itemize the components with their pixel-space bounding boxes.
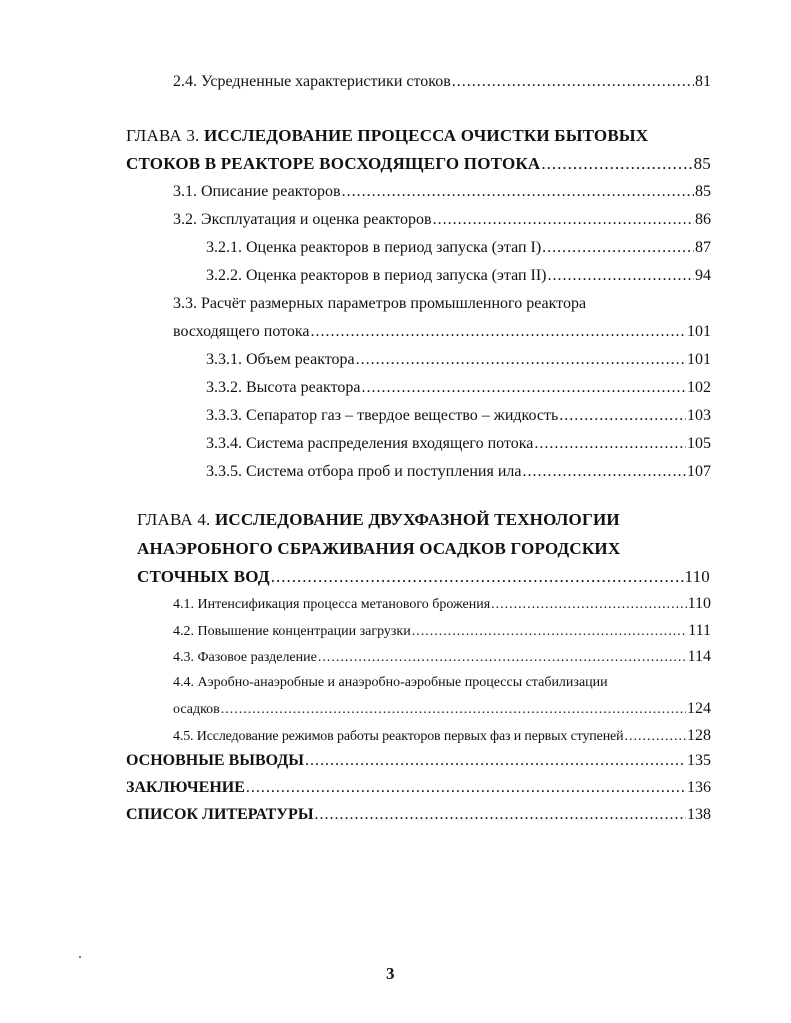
toc-entry-3-3-5 [206,462,711,482]
toc-entry-page: 110 [687,595,711,612]
toc-entry-page: 124 [687,700,711,717]
toc-entry-page: 138 [687,806,711,823]
leader-dots [246,778,686,798]
toc-entry-text: ОСНОВНЫЕ ВЫВОДЫ [126,752,305,769]
toc-entry-text: 4.2. Повышение концентрации загрузки [173,624,411,639]
toc-entry-conclusions [126,751,711,771]
leader-dots [522,462,686,482]
toc-entry-3-2 [173,210,711,230]
toc-entry-3-3-1 [206,350,711,370]
toc-entry-2-4 [173,72,711,92]
toc-entry-references [126,805,711,825]
leader-dots [221,700,686,720]
leader-dots [361,378,686,398]
chapter-4-title-part-3: СТОЧНЫХ ВОД [137,567,270,586]
toc-entry-text: 3.3.2. Высота реактора [206,379,361,396]
toc-entry-3-3-line-2 [173,322,711,342]
leader-dots [624,727,686,747]
toc-entry-page: 110 [684,567,710,586]
leader-dots [342,182,694,202]
toc-entry-3-3-line-1: 3.3. Расчёт размерных параметров промышленного реактора [173,295,587,312]
leader-dots [534,434,686,454]
leader-dots [548,266,695,286]
toc-entry-text: 3.2.1. Оценка реакторов в период запуска (этап I) [206,239,542,256]
leader-dots [452,72,694,92]
toc-entry-page: 101 [687,323,711,340]
leader-dots [491,595,686,615]
toc-entry-3-1 [173,182,711,202]
toc-entry-3-3-3 [206,406,711,426]
toc-entry-page: 86 [695,211,711,228]
toc-entry-text: 3.3.5. Система отбора проб и поступления ила [206,463,522,480]
chapter-4-heading-line-1 [137,510,620,530]
toc-entry-summary [126,778,711,798]
chapter-4-label: ГЛАВА 4. [137,510,215,529]
toc-entry-3-2-1 [206,238,711,258]
toc-entry-page: 94 [695,267,711,284]
toc-entry-page: 111 [688,622,711,639]
toc-entry-text: 2.4. Усредненные характеристики стоков [173,73,451,90]
toc-entry-4-3 [173,647,711,668]
leader-dots [305,751,686,771]
chapter-3-heading-line-1 [126,126,648,146]
leader-dots [542,238,694,258]
leader-dots [541,154,692,174]
leader-dots [271,567,684,587]
toc-entry-text: СПИСОК ЛИТЕРАТУРЫ [126,806,314,823]
toc-entry-4-1 [173,594,711,615]
toc-entry-page: 81 [695,73,711,90]
toc-entry-text: 3.1. Описание реакторов [173,183,341,200]
toc-entry-text: 3.2. Эксплуатация и оценка реакторов [173,211,432,228]
leader-dots [559,406,686,426]
toc-entry-3-3-2 [206,378,711,398]
leader-dots [311,322,686,342]
leader-dots [356,350,686,370]
leader-dots [433,210,694,230]
toc-entry-page: 102 [687,379,711,396]
chapter-3-title-part-2: СТОКОВ В РЕАКТОРЕ ВОСХОДЯЩЕГО ПОТОКА [126,154,541,173]
toc-entry-page: 114 [687,648,711,665]
chapter-4-heading-line-3 [137,567,710,587]
chapter-4-heading-line-2: АНАЭРОБНОГО СБРАЖИВАНИЯ ОСАДКОВ ГОРОДСКИХ [137,539,621,558]
toc-entry-text: восходящего потока [173,323,310,340]
toc-entry-text: 4.3. Фазовое разделение [173,650,317,665]
toc-entry-3-2-2 [206,266,711,286]
toc-entry-page: 135 [687,752,711,769]
chapter-3-title-part-1: ИССЛЕДОВАНИЕ ПРОЦЕССА ОЧИСТКИ БЫТОВЫХ [203,126,649,145]
toc-entry-text: 3.3.4. Система распределения входящего потока [206,435,534,452]
toc-entry-text: осадков [173,702,220,717]
toc-entry-text: ЗАКЛЮЧЕНИЕ [126,779,245,796]
toc-entry-page: 105 [687,435,711,452]
toc-entry-4-2 [173,621,711,642]
scan-speck [79,956,81,958]
toc-entry-4-5 [173,726,711,747]
toc-entry-page: 85 [693,154,711,173]
toc-entry-text: 3.2.2. Оценка реакторов в период запуска (этап II) [206,267,547,284]
leader-dots [315,805,686,825]
toc-entry-page: 128 [687,727,711,744]
toc-entry-text: 3.3.3. Сепаратор газ – твердое вещество – жидкость [206,407,559,424]
chapter-3-label: ГЛАВА 3. [126,126,204,145]
leader-dots [318,648,687,668]
toc-entry-page: 101 [687,351,711,368]
leader-dots [412,622,687,642]
page-number: 3 [386,964,395,983]
toc-entry-text: 4.5. Исследование режимов работы реакторов первых фаз и первых ступеней [173,729,624,744]
toc-entry-page: 87 [695,239,711,256]
chapter-3-heading-line-2 [126,154,711,174]
toc-entry-page: 103 [687,407,711,424]
toc-entry-4-4-line-1: 4.4. Аэробно-анаэробные и анаэробно-аэробные процессы стабилизации [173,675,608,690]
toc-entry-page: 107 [687,463,711,480]
toc-entry-text: 3.3.1. Объем реактора [206,351,355,368]
toc-entry-text: 4.1. Интенсификация процесса метанового брожения [173,597,491,612]
toc-entry-page: 136 [687,779,711,796]
toc-entry-3-3-4 [206,434,711,454]
chapter-4-title-part-1: ИССЛЕДОВАНИЕ ДВУХФАЗНОЙ ТЕХНОЛОГИИ [214,510,620,529]
toc-entry-page: 85 [695,183,711,200]
toc-entry-4-4-line-2 [173,699,711,720]
